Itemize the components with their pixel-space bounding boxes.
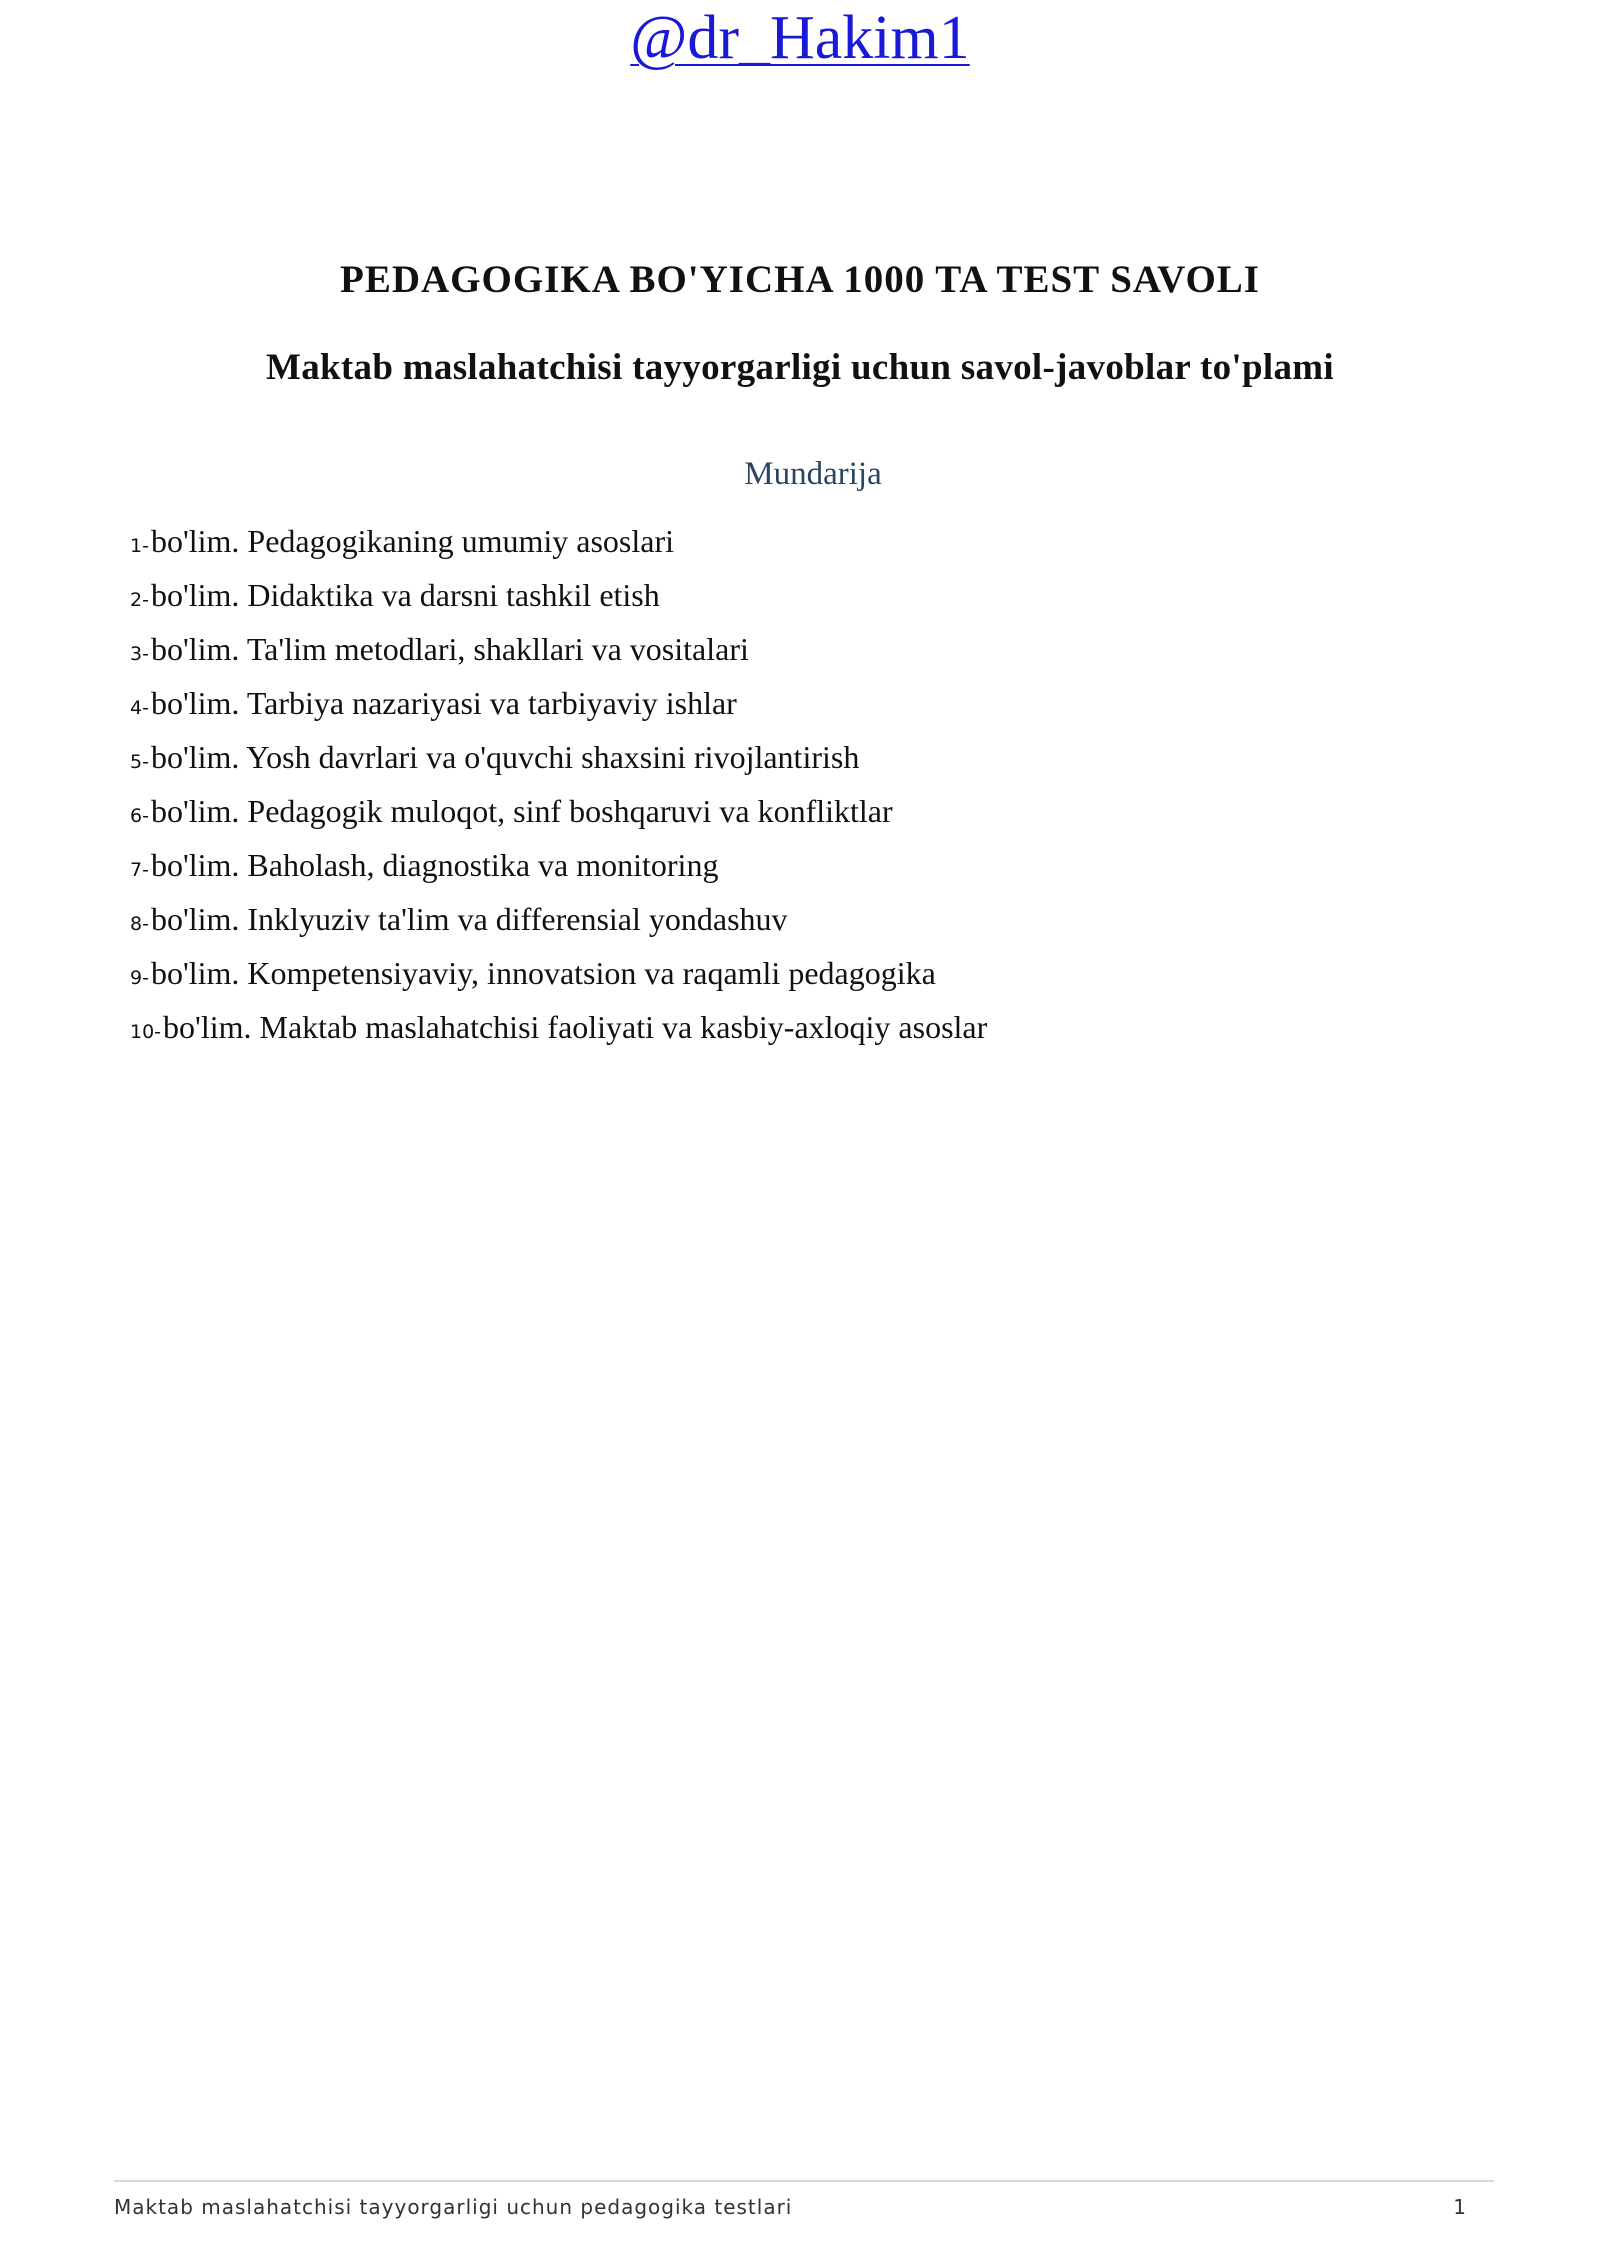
toc-item-text: bo'lim. Tarbiya nazariyasi va tarbiyaviy ishlar — [150, 685, 737, 721]
toc-item-2[interactable] — [130, 570, 1470, 624]
toc-item-text: bo'lim. Didaktika va darsni tashkil etish — [150, 577, 660, 613]
toc-item-number: 1- — [130, 535, 149, 557]
toc-item-8[interactable] — [130, 894, 1470, 948]
footer-text: Maktab maslahatchisi tayyorgarligi uchun pedagogika testlari — [114, 2195, 793, 2219]
toc-item-text: bo'lim. Baholash, diagnostika va monitoring — [150, 847, 719, 883]
toc-item-7[interactable] — [130, 840, 1470, 894]
toc-item-text: bo'lim. Maktab maslahatchisi faoliyati va kasbiy-axloqiy asoslar — [163, 1009, 988, 1045]
table-of-contents — [130, 516, 1470, 1056]
watermark-link[interactable]: @dr_Hakim1 — [630, 4, 970, 72]
toc-item-text: bo'lim. Pedagogikaning umumiy asoslari — [150, 523, 674, 559]
toc-item-5[interactable] — [130, 732, 1470, 786]
toc-item-number: 4- — [130, 697, 149, 719]
toc-item-text: bo'lim. Ta'lim metodlari, shakllari va vositalari — [150, 631, 749, 667]
toc-item-text: bo'lim. Inklyuziv ta'lim va differensial yondashuv — [150, 901, 788, 937]
toc-heading: Mundarija — [744, 456, 882, 492]
document-title: PEDAGOGIKA BO'YICHA 1000 TA TEST SAVOLI — [340, 258, 1260, 301]
document-subtitle: Maktab maslahatchisi tayyorgarligi uchun savol-javoblar to'plami — [266, 347, 1334, 388]
toc-item-number: 9- — [130, 967, 149, 989]
toc-item-4[interactable] — [130, 678, 1470, 732]
page-number: 1 — [1453, 2195, 1466, 2219]
toc-item-number: 7- — [130, 859, 149, 881]
toc-item-3[interactable] — [130, 624, 1470, 678]
toc-item-9[interactable] — [130, 948, 1470, 1002]
footer-divider — [114, 2180, 1494, 2182]
toc-item-text: bo'lim. Yosh davrlari va o'quvchi shaxsini rivojlantirish — [150, 739, 860, 775]
toc-item-text: bo'lim. Kompetensiyaviy, innovatsion va raqamli pedagogika — [150, 955, 936, 991]
toc-item-text: bo'lim. Pedagogik muloqot, sinf boshqaruvi va konfliktlar — [150, 793, 893, 829]
toc-item-number: 10- — [130, 1021, 162, 1043]
toc-item-number: 6- — [130, 805, 149, 827]
toc-item-number: 2- — [130, 589, 149, 611]
toc-item-1[interactable] — [130, 516, 1470, 570]
toc-item-10[interactable] — [130, 1002, 1470, 1056]
toc-item-number: 3- — [130, 643, 149, 665]
toc-item-6[interactable] — [130, 786, 1470, 840]
toc-item-number: 8- — [130, 913, 149, 935]
toc-item-number: 5- — [130, 751, 149, 773]
